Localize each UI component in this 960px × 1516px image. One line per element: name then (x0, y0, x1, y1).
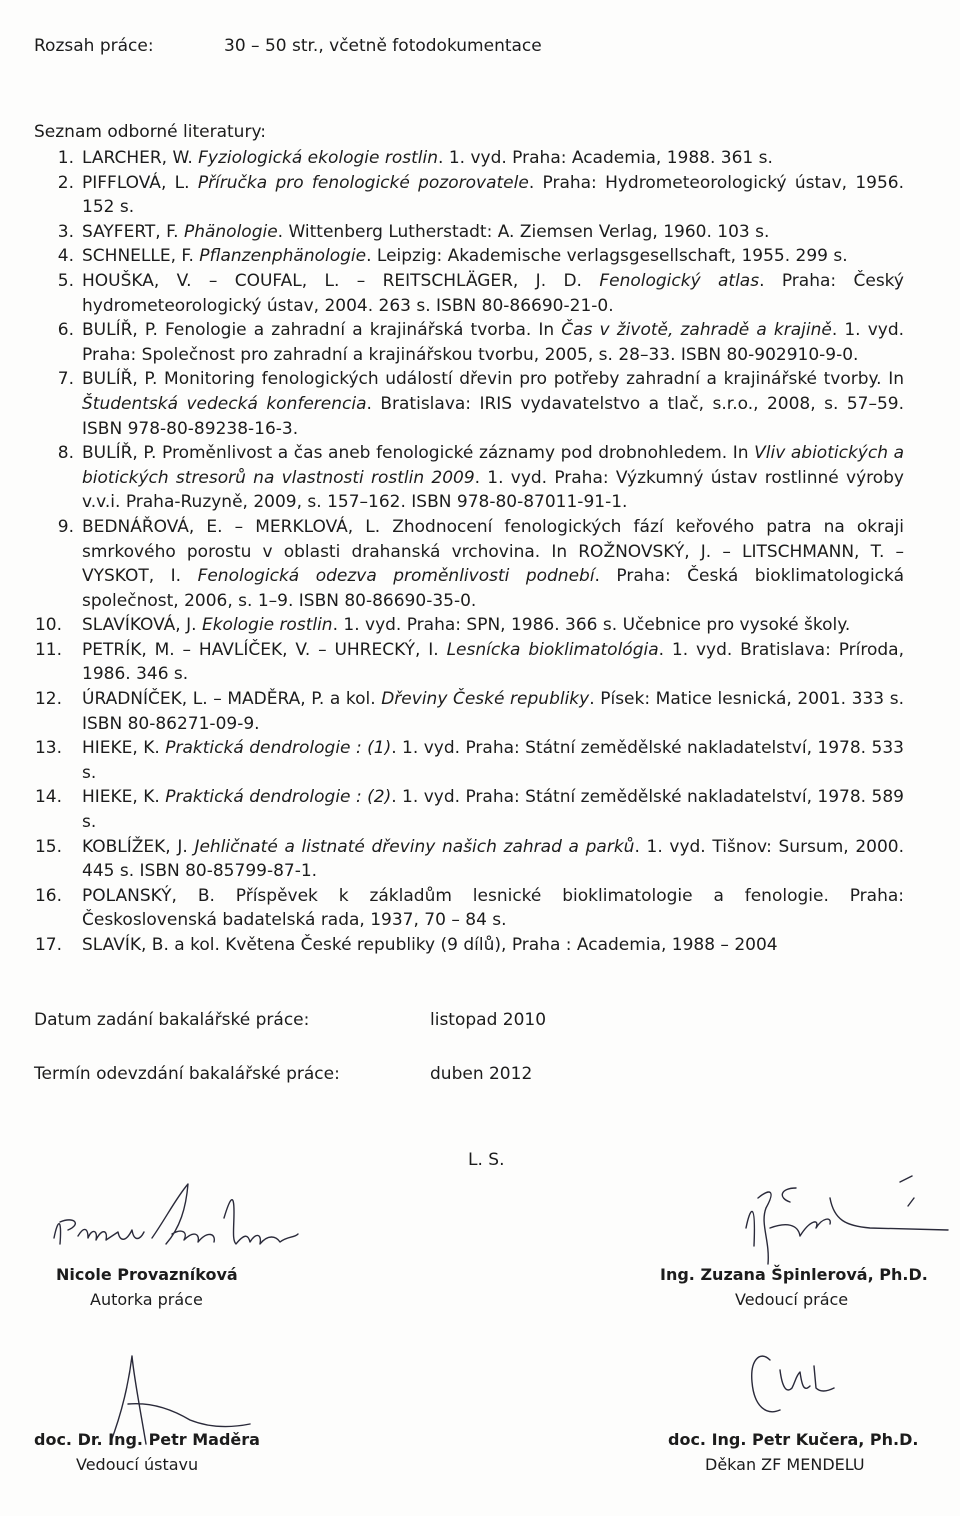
reference-title: Vliv abiotických a biotických stresorů na vlastnosti rostlin 2009 (82, 443, 904, 488)
supervisor-signature (650, 1168, 950, 1268)
reference-title: Čas v životě, zahradě a krajině (561, 320, 832, 341)
reference-post: . 1. vyd. Praha: SPN, 1986. 366 s. Učebnice pro vysoké školy. (332, 615, 851, 636)
reference-number: 14. (34, 787, 62, 808)
reference-title: Študentská vedecká konferencia (82, 393, 367, 414)
author-role: Autorka práce (90, 1290, 203, 1309)
reference-post: . Písek: Matice lesnická, 2001. 333 s. ISBN 80-86271-09-9. (82, 689, 904, 734)
reference-title: Fenologický atlas (599, 270, 760, 291)
reference-item (34, 318, 904, 367)
reference-pre: BULÍŘ, P. Proměnlivost a čas aneb fenologické záznamy pod drobnohledem. In (82, 443, 755, 464)
reference-item (34, 220, 904, 245)
submission-date-value: duben 2012 (430, 1064, 533, 1084)
reference-item (34, 171, 904, 220)
reference-title: Dřeviny České republiky (381, 689, 590, 710)
reference-text (82, 269, 904, 318)
supervisor-role: Vedoucí práce (735, 1290, 849, 1309)
reference-text (82, 884, 904, 933)
reference-post: . 1. vyd. Tišnov: Sursum, 2000. 445 s. ISBN 80-85799-87-1. (82, 836, 904, 882)
reference-list (34, 146, 904, 958)
reference-pre: HOUŠKA, V. – COUFAL, L. – REITSCHLÄGER, J. D. (82, 270, 600, 291)
reference-post: . 1. vyd. Bratislava: Príroda, 1986. 346 s. (82, 639, 904, 685)
reference-title: Fenologická odezva proměnlivosti podnebí (197, 566, 595, 587)
reference-post: . Leipzig: Akademische verlagsgesellschaft, 1955. 299 s. (366, 246, 848, 267)
reference-text (82, 613, 904, 638)
author-signature (48, 1178, 308, 1268)
reference-title: Praktická dendrologie : (1) (165, 738, 392, 759)
reference-number: 16. (34, 885, 62, 906)
reference-number: 13. (34, 738, 62, 759)
reference-pre: SCHNELLE, F. (82, 246, 200, 267)
reference-item (34, 269, 904, 318)
reference-item (34, 933, 904, 958)
reference-text (82, 785, 904, 834)
reference-text (82, 687, 904, 736)
reference-number: 8. (57, 443, 74, 464)
assignment-date-value: listopad 2010 (430, 1010, 547, 1030)
reference-post: . 1. vyd. Praha: Státní zemědělské nakladatelství, 1978. 589 s. (82, 787, 904, 833)
reference-text (82, 638, 904, 687)
assignment-date-label: Datum zadání bakalářské práce: (34, 1010, 310, 1030)
reference-text (82, 318, 904, 367)
literature-heading: Seznam odborné literatury: (34, 122, 266, 142)
reference-text (82, 244, 904, 269)
reference-post: . Praha: Česká bioklimatologická společnost, 2006, s. 1–9. ISBN 80-86690-35-0. (82, 566, 904, 611)
reference-item (34, 785, 904, 834)
reference-title: Ekologie rostlin (201, 615, 333, 636)
reference-title: Pflanzenphänologie (199, 246, 367, 267)
reference-text (82, 146, 904, 171)
reference-pre: HIEKE, K. (82, 738, 166, 759)
head-of-institute-role: Vedoucí ústavu (76, 1455, 199, 1474)
reference-pre: SLAVÍK, B. a kol. Květena České republiky (9 dílů), Praha : Academia, 1988 – 2004 (82, 935, 778, 955)
reference-post: . 1. vyd. Praha: Academia, 1988. 361 s. (438, 148, 773, 168)
reference-pre: SLAVÍKOVÁ, J. (82, 615, 202, 636)
reference-title: Příručka pro fenologické pozorovatele (197, 172, 529, 193)
reference-number: 1. (57, 148, 74, 168)
dean-name: doc. Ing. Petr Kučera, Ph.D. (668, 1430, 919, 1449)
head-of-institute-name: doc. Dr. Ing. Petr Maděra (34, 1430, 260, 1449)
author-name: Nicole Provazníková (56, 1265, 238, 1284)
reference-text (82, 441, 904, 515)
reference-item (34, 515, 904, 613)
reference-post: . Bratislava: IRIS vydavatelstvo a tlač, s.r.o., 2008, s. 57–59. ISBN 978-80-89238-16-3. (82, 393, 904, 439)
reference-pre: SAYFERT, F. (82, 221, 184, 242)
reference-post: . 1. vyd. Praha: Společnost pro zahradní a krajinářskou tvorbu, 2005, s. 28–33. ISBN 80-902910-9-0. (82, 320, 905, 365)
supervisor-name: Ing. Zuzana Špinlerová, Ph.D. (660, 1265, 928, 1284)
reference-text (82, 515, 904, 613)
reference-title: Jehličnaté a listnaté dřeviny našich zahrad a parků (194, 836, 635, 857)
reference-number: 15. (34, 836, 62, 857)
reference-pre: BULÍŘ, P. Fenologie a zahradní a krajinářská tvorba. In (82, 320, 562, 341)
reference-number: 12. (34, 689, 62, 710)
reference-pre: BEDNÁŘOVÁ, E. – MERKLOVÁ, L. Zhodnocení fenologických fází keřového patra na okraji smrkového porostu v oblasti drahanská vrchovina. In ROŽNOVSKÝ, J. – LITSCHMANN, T. – VYSKOT, I. (82, 516, 904, 587)
reference-post: . 1. vyd. Praha: Výzkumný ústav rostlinné výroby v.v.i. Praha-Ruzyně, 2009, s. 157–162. ISBN 978-80-87011-91-1. (82, 467, 904, 513)
reference-number: 7. (57, 369, 74, 390)
reference-item (34, 367, 904, 441)
reference-title: Phänologie (183, 221, 278, 242)
reference-post: . Praha: Český hydrometeorologický ústav, 2004. 263 s. ISBN 80-86690-21-0. (82, 270, 904, 316)
reference-number: 2. (57, 172, 74, 193)
reference-item (34, 441, 904, 515)
reference-pre: PIFFLOVÁ, L. (82, 172, 198, 193)
scope-label: Rozsah práce: (34, 36, 154, 56)
reference-item (34, 146, 904, 171)
reference-number: 3. (57, 221, 74, 242)
reference-text (82, 171, 904, 220)
reference-number: 9. (57, 516, 74, 537)
submission-date-label: Termín odevzdání bakalářské práce: (34, 1064, 340, 1084)
reference-text (82, 933, 904, 958)
reference-title: Fyziologická ekologie rostlin (198, 148, 439, 168)
reference-item (34, 638, 904, 687)
reference-text (82, 220, 904, 245)
reference-pre: BULÍŘ, P. Monitoring fenologických událostí dřevin pro potřeby zahradní a krajinářské tvorby. In (82, 369, 904, 390)
reference-post: . Wittenberg Lutherstadt: A. Ziemsen Verlag, 1960. 103 s. (277, 221, 770, 242)
reference-item (34, 613, 904, 638)
reference-number: 4. (57, 246, 74, 267)
scope-value: 30 – 50 str., včetně fotodokumentace (224, 36, 542, 56)
reference-pre: KOBLÍŽEK, J. (82, 836, 195, 857)
reference-text (82, 367, 904, 441)
reference-text (82, 736, 904, 785)
dean-role: Děkan ZF MENDELU (705, 1455, 865, 1474)
reference-title: Lesnícka bioklimatológia (446, 639, 659, 660)
reference-item (34, 687, 904, 736)
reference-post: . 1. vyd. Praha: Státní zemědělské nakladatelství, 1978. 533 s. (82, 738, 904, 783)
reference-pre: POLANSKÝ, B. Příspěvek k základům lesnické bioklimatologie a fenologie. Praha: Československá badatelská rada, 1937, 70 – 84 s. (82, 885, 904, 931)
reference-number: 5. (57, 270, 74, 291)
reference-item (34, 835, 904, 884)
dean-signature (730, 1330, 850, 1430)
reference-text (82, 835, 904, 884)
reference-item (34, 736, 904, 785)
reference-pre: ÚRADNÍČEK, L. – MADĚRA, P. a kol. (82, 689, 382, 710)
reference-post: . Praha: Hydrometeorologický ústav, 1956. 152 s. (82, 172, 905, 218)
reference-pre: HIEKE, K. (82, 787, 166, 808)
reference-number: 11. (34, 639, 62, 660)
reference-number: 6. (57, 320, 74, 341)
reference-pre: LARCHER, W. (82, 148, 199, 168)
reference-title: Praktická dendrologie : (2) (165, 787, 392, 808)
reference-pre: PETRÍK, M. – HAVLÍČEK, V. – UHRECKÝ, I. (82, 639, 447, 660)
seal-placeholder: L. S. (468, 1150, 505, 1170)
reference-item (34, 244, 904, 269)
reference-number: 17. (34, 935, 62, 955)
reference-number: 10. (34, 615, 62, 636)
reference-item (34, 884, 904, 933)
